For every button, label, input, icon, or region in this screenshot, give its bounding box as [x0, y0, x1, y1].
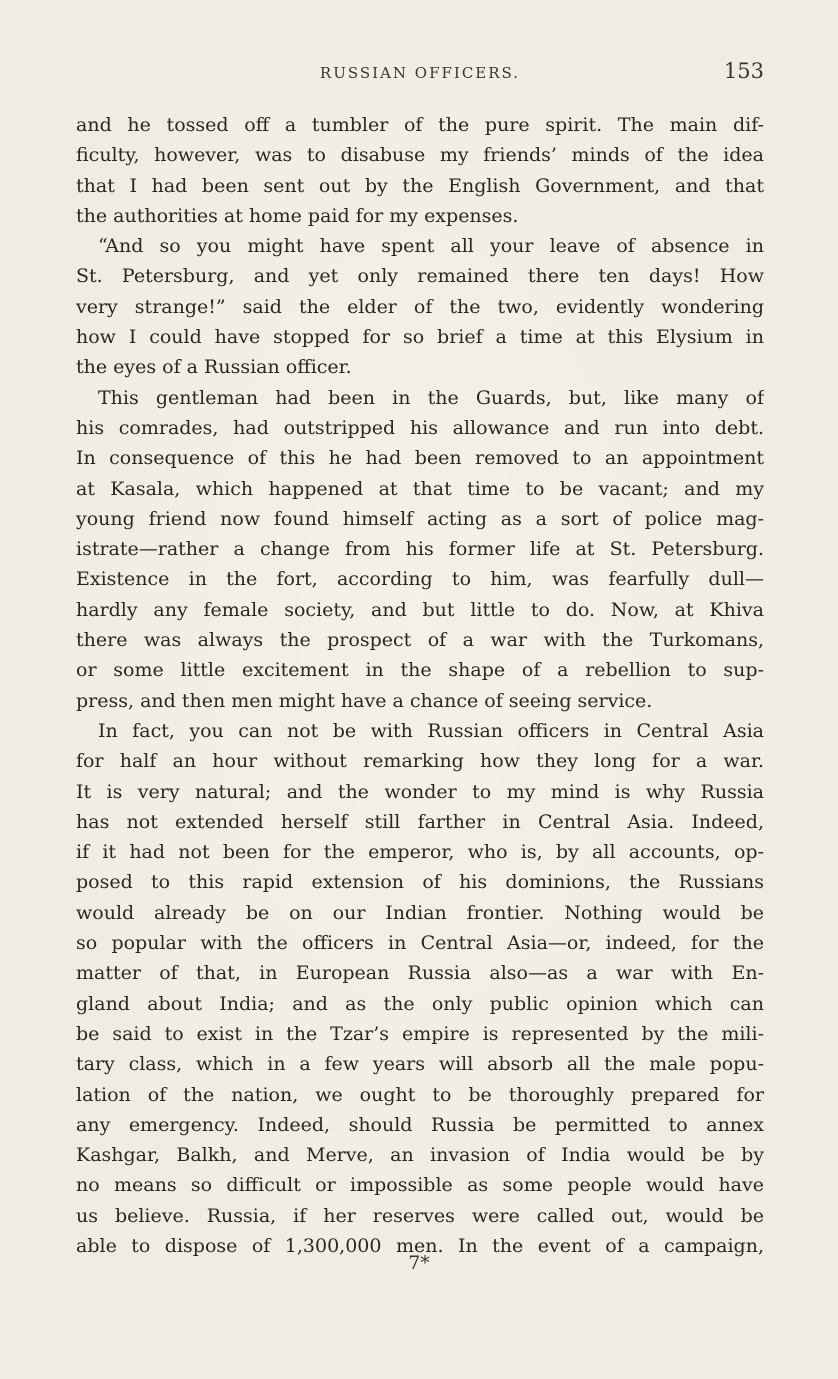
text-line: gland about India; and as the only public opinion which can — [76, 992, 764, 1015]
text-line: press, and then men might have a chance of seeing service. — [76, 689, 653, 712]
text-line: that I had been sent out by the English Government, and that — [76, 174, 764, 197]
text-line: the authorities at home paid for my expenses. — [76, 204, 519, 227]
text-line: be said to exist in the Tzar’s empire is represented by the mili- — [76, 1022, 764, 1045]
body-text — [76, 110, 764, 1261]
text-line: and he tossed off a tumbler of the pure spirit. The main dif- — [76, 114, 764, 136]
text-line: or some little excitement in the shape of a rebellion to sup- — [76, 659, 764, 682]
text-line: In consequence of this he had been removed to an appointment — [76, 447, 764, 470]
text-line: the eyes of a Russian officer. — [76, 356, 352, 379]
text-line: lation of the nation, we ought to be thoroughly prepared for — [76, 1083, 764, 1106]
text-line: if it had not been for the emperor, who is, by all accounts, op- — [76, 841, 764, 864]
text-line: would already be on our Indian frontier. Nothing would be — [76, 901, 764, 924]
text-line: for half an hour without remarking how they long for a war. — [76, 750, 764, 773]
page-number: 153 — [723, 59, 764, 83]
text-line: In fact, you can not be with Russian officers in Central Asia — [98, 719, 764, 742]
text-line: how I could have stopped for so brief a time at this Elysium in — [76, 326, 764, 349]
text-line: there was always the prospect of a war with the Turkomans, — [76, 629, 764, 652]
signature-mark: 7* — [408, 1252, 430, 1274]
text-line: Kashgar, Balkh, and Merve, an invasion of India would be by — [76, 1144, 764, 1167]
text-line: young friend now found himself acting as a sort of police mag- — [76, 507, 764, 530]
text-line: posed to this rapid extension of his dominions, the Russians — [76, 871, 764, 894]
text-line: “And so you might have spent all your leave of absence in — [98, 235, 764, 258]
text-line: has not extended herself still farther in Central Asia. Indeed, — [76, 810, 764, 833]
text-line: matter of that, in European Russia also—as a war with En- — [76, 962, 764, 985]
text-line: us believe. Russia, if her reserves were called out, would be — [76, 1204, 764, 1227]
text-line: St. Petersburg, and yet only remained there ten days! How — [76, 265, 764, 288]
text-line: very strange!” said the elder of the two, evidently wondering — [76, 295, 764, 318]
text-line: ficulty, however, was to disabuse my friends’ minds of the idea — [76, 144, 764, 167]
text-line: tary class, which in a few years will absorb all the male popu- — [76, 1053, 764, 1076]
running-title: RUSSIAN OFFICERS. — [319, 64, 521, 82]
text-line: any emergency. Indeed, should Russia be permitted to annex — [76, 1113, 764, 1136]
text-line: his comrades, had outstripped his allowance and run into debt. — [76, 416, 764, 439]
text-line: istrate—rather a change from his former life at St. Petersburg. — [76, 538, 764, 561]
running-head — [76, 60, 764, 90]
text-line: able to dispose of 1,300,000 men. In the event of a campaign, — [76, 1234, 764, 1257]
text-line: Existence in the fort, according to him, was fearfully dull— — [76, 568, 764, 591]
text-line: so popular with the officers in Central Asia—or, indeed, for the — [76, 932, 764, 955]
text-line: at Kasala, which happened at that time to be vacant; and my — [76, 477, 764, 500]
text-line: no means so difficult or impossible as some people would have — [76, 1174, 764, 1197]
text-line: It is very natural; and the wonder to my mind is why Russia — [76, 780, 764, 803]
text-line: hardly any female society, and but little to do. Now, at Khiva — [76, 598, 764, 621]
text-line: This gentleman had been in the Guards, but, like many of — [98, 386, 764, 409]
